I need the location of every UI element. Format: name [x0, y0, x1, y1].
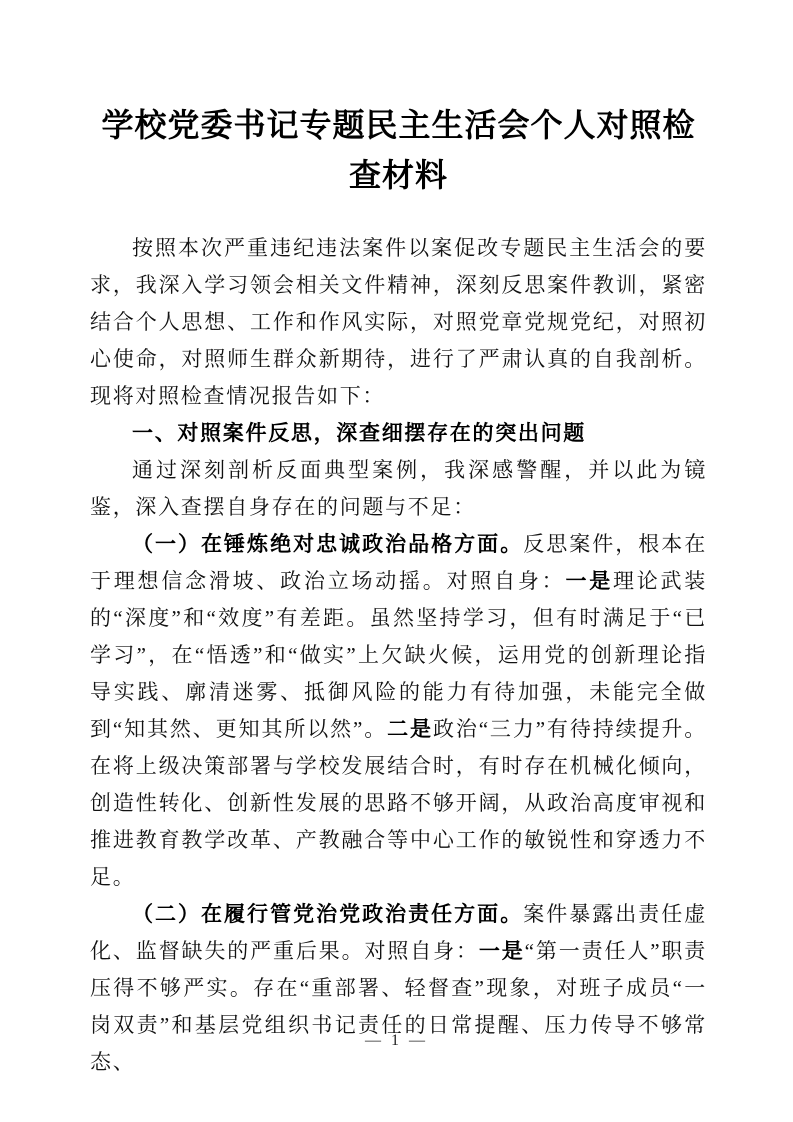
document-title: 学校党委书记专题民主生活会个人对照检查材料 — [101, 107, 696, 193]
point1-marker-1: 一是 — [565, 569, 613, 593]
point1-paragraph — [90, 526, 707, 896]
point2-heading: （二）在履行管党治党政治责任方面。 — [132, 902, 524, 926]
page-number: — 1 — — [365, 1032, 428, 1049]
document-content — [90, 100, 707, 1081]
point1-text-3: 政治“三力”有待持续提升。在将上级决策部署与学校发展结合时，有时存在机械化倾向，创造性转化、创新性发展的思路不够开阔，从政治高度审视和推进教育教学改革、产教融合等中心工作的敏锐性和穿透力不足。 — [90, 717, 707, 889]
point2-marker-1: 一是 — [478, 939, 525, 963]
point2-text-1: 案件暴露出责任虚化、监督缺失的严重后果。对照自身： — [90, 902, 707, 963]
section1-lead-paragraph: 通过深刻剖析反面典型案例，我深感警醒，并以此为镜鉴，深入查摆自身存在的问题与不足： — [90, 458, 707, 519]
intro-paragraph: 按照本次严重违纪违法案件以案促改专题民主生活会的要求，我深入学习领会相关文件精神，深刻反思案件教训，紧密结合个人思想、工作和作风实际，对照党章党规党纪，对照初心使命，对照师生群众新期待，进行了严肃认真的自我剖析。现将对照检查情况报告如下： — [90, 236, 707, 408]
point2-paragraph — [90, 896, 707, 1081]
point1-marker-2: 二是 — [387, 717, 433, 741]
section-heading-1: 一、对照案件反思，深查细摆存在的突出问题 — [132, 422, 586, 445]
point1-heading: （一）在锤炼绝对忠诚政治品格方面。 — [132, 532, 524, 556]
point1-text-1: 反思案件，根本在于理想信念滑坡、政治立场动摇。对照自身： — [90, 532, 707, 593]
point2-text-2: “第一责任人”职责压得不够严实。存在“重部署、轻督查”现象，对班子成员“一岗双责”和基层党组织书记责任的日常提醒、压力传导不够常态、 — [90, 939, 708, 1074]
point1-text-2: 理论武装的“深度”和“效度”有差距。虽然坚持学习，但有时满足于“已学习”，在“悟透”和“做实”上欠缺火候，运用党的创新理论指导实践、廓清迷雾、抵御风险的能力有待加强，未能完全做到“知其然、更知其所以然”。 — [90, 569, 707, 741]
